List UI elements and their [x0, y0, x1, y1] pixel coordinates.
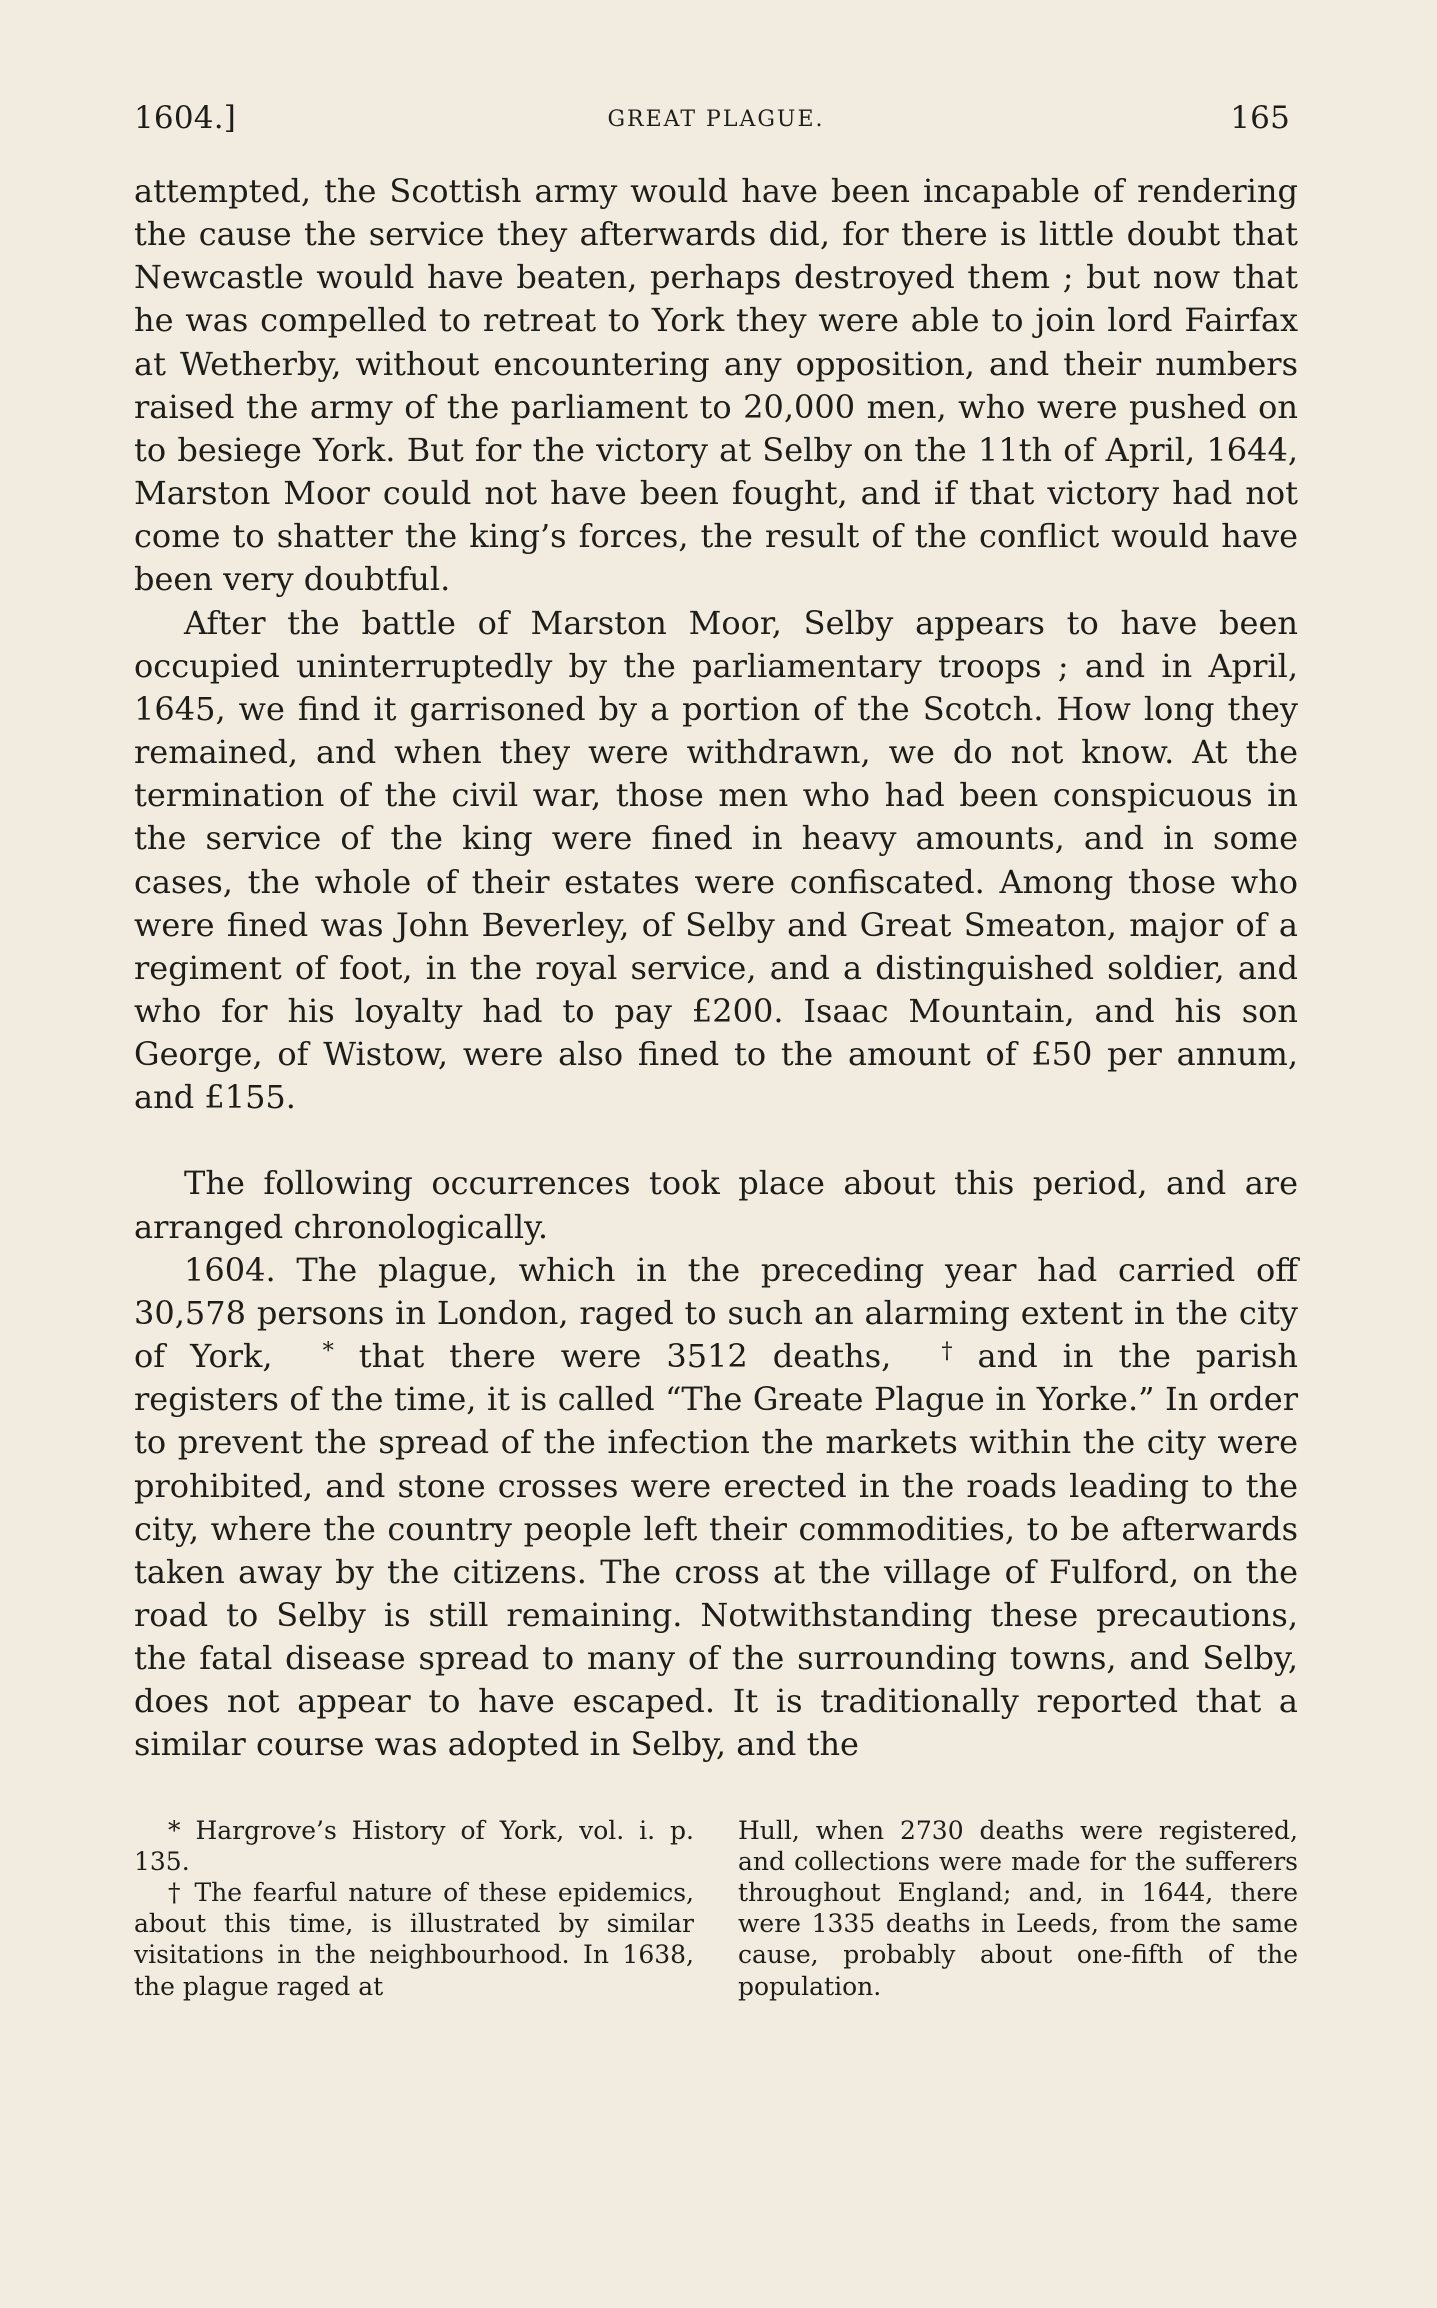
footnote-reference-star: *	[322, 1338, 334, 1365]
page-number: 165	[1230, 100, 1290, 136]
running-header	[134, 92, 1298, 144]
footnote-star-text: Hargrove’s History of York, vol. i. p. 135.	[134, 1815, 694, 1876]
footnotes	[134, 1815, 1298, 2002]
paragraph-after-battle: After the battle of Marston Moor, Selby appears to have been occupied uninterruptedly by the parliamentary troops ; and in April, 1645, we find it garrisoned by a portion of the Scotch. How long they remained, and when they were withdrawn, we do not know. At the termination of the civil war, those men who had been conspicuous in the service of the king were fined in heavy amounts, and in some cases, the whole of their estates were confiscated. Among those who were fined was John Beverley, of Selby and Great Smeaton, major of a regiment of foot, in the royal service, and a distinguished soldier, and who for his loyalty had to pay £200. Isaac Mountain, and his son George, of Wistow, were also fined to the amount of £50 per annum, and £155.	[134, 603, 1298, 1117]
main-text	[134, 170, 1298, 1767]
paragraph-marston-moor-context: attempted, the Scottish army would have been incapable of rendering the cause the service they afterwards did, for there is little doubt that Newcastle would have beaten, perhaps destroyed them ; but now that he was compelled to retreat to York they were able to join lord Fairfax at Wetherby, without encountering any opposition, and their numbers raised the army of the parliament to 20,000 men, who were pushed on to besiege York. But for the victory at Selby on the 11th of April, 1644, Marston Moor could not have been fought, and if that victory had not come to shatter the king’s forces, the result of the conflict would have been very doubtful.	[134, 172, 1298, 599]
footnotes-left-column	[134, 1815, 694, 2002]
footnote-dagger-continuation: Hull, when 2730 deaths were registered, and collections were made for the sufferers throughout England; and, in 1644, there were 1335 deaths in Leeds, from the same cause, probably about one-fifth of the population.	[738, 1815, 1298, 2001]
running-head-year: 1604.]	[134, 100, 237, 136]
plague-text-part-2: that there were 3512 deaths,	[333, 1337, 892, 1376]
footnote-dagger-text: The fearful nature of these epidemics, about this time, is illustrated by similar visitations in the neighbourhood. In 1638, the plague raged at	[134, 1878, 694, 2001]
plague-text-part-3: and in the parish registers of the time, it is called “The Greate Plague in Yorke.” In order to prevent the spread of the infection the markets within the city were prohibited, and stone crosses were erected in the roads leading to the city, where the country people left their commodities, to be afterwards taken away by the citizens. The cross at the village of Fulford, on the road to Selby is still remaining. Notwithstanding these precautions, the fatal disease spread to many of the surrounding towns, and Selby, does not appear to have escaped. It is traditionally reported that a similar course was adopted in Selby, and the	[134, 1337, 1299, 1764]
footnote-star	[134, 1815, 694, 1877]
running-head-title: GREAT PLAGUE.	[607, 107, 825, 132]
footnote-dagger	[134, 1877, 694, 2002]
footnote-star-marker: *	[168, 1815, 181, 1845]
plague-text-part-1: 1604. The plague, which in the preceding year had carried off 30,578 persons in London, raged to such an alarming extent in the city of York,	[134, 1250, 1298, 1376]
footnotes-right-column	[738, 1815, 1298, 2002]
paragraph-chronology-intro: The following occurrences took place about this period, and are arranged chronologically.	[134, 1164, 1298, 1246]
footnote-dagger-marker: †	[168, 1878, 184, 1908]
footnote-reference-dagger: †	[941, 1338, 953, 1365]
paragraph-great-plague	[134, 1249, 1298, 1767]
